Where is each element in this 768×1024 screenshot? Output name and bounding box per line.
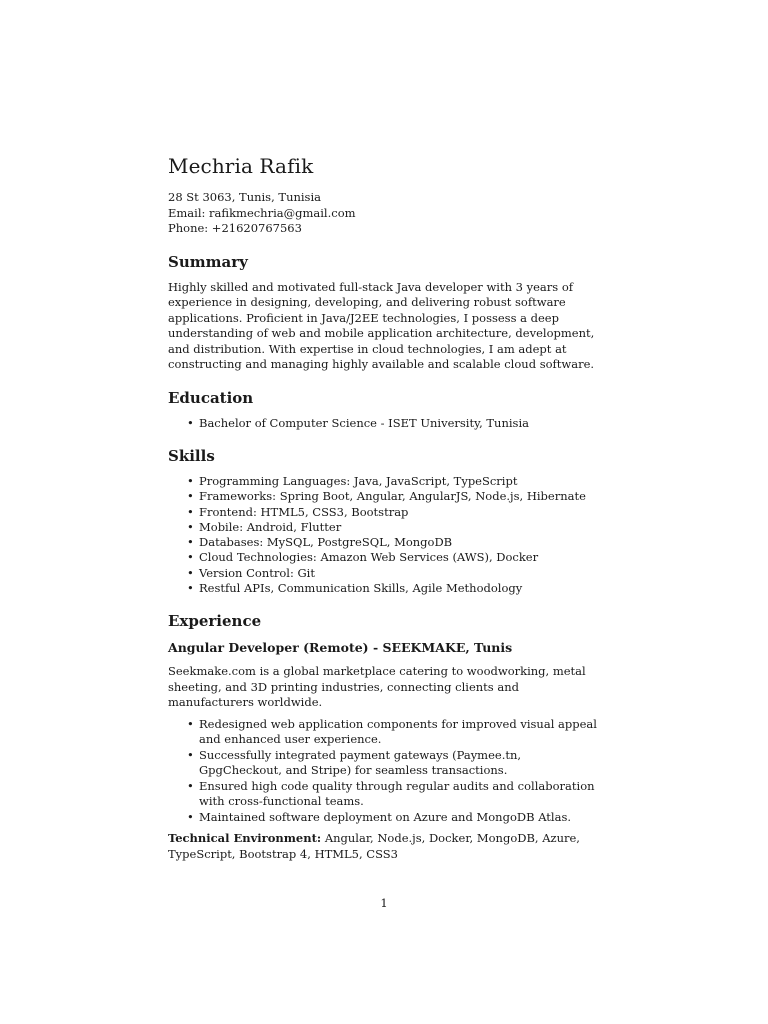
skills-heading: Skills	[168, 447, 215, 465]
experience-item	[168, 748, 602, 779]
skill-item-text: Version Control: Git	[199, 565, 315, 580]
bullet-icon: •	[187, 581, 194, 596]
experience-item	[168, 810, 602, 826]
page-number: 1	[380, 896, 388, 910]
skill-item	[168, 535, 602, 550]
skill-item	[168, 505, 602, 520]
experience-item-text: Successfully integrated payment gateways (Paymee.tn, GpgCheckout, and Stripe) for seamless transactions.	[199, 747, 522, 778]
skill-item	[168, 566, 602, 581]
resume-page	[168, 152, 602, 874]
skill-item-text: Restful APIs, Communication Skills, Agile Methodology	[199, 581, 523, 596]
experience-item-text: Maintained software deployment on Azure and MongoDB Atlas.	[199, 809, 572, 824]
education-list	[168, 416, 602, 432]
bullet-icon: •	[187, 809, 194, 824]
job-title: Angular Developer (Remote) - SEEKMAKE, Tunis	[168, 640, 513, 656]
bullet-icon: •	[187, 716, 194, 731]
bullet-icon: •	[187, 535, 194, 550]
skill-item-text: Frontend: HTML5, CSS3, Bootstrap	[199, 504, 409, 519]
technical-environment-value: Angular, Node.js, Docker, MongoDB, Azure, TypeScript, Bootstrap 4, HTML5, CSS3	[168, 831, 580, 861]
skill-item	[168, 581, 602, 596]
bullet-icon: •	[187, 550, 194, 565]
experience-item-text: Redesigned web application components for improved visual appeal and enhanced user experience.	[199, 716, 597, 747]
summary-text: Highly skilled and motivated full-stack Java developer with 3 years of experience in designing, developing, and delivering robust software applications. Proficient in Java/J2EE technologies, I possess a deep understanding of web and mobile application architecture, development, and distribution. With expertise in cloud technologies, I am adept at constructing and managing highly available and scalable cloud software.	[168, 279, 595, 371]
email: Email: rafikmechria@gmail.com	[168, 205, 356, 220]
bullet-icon: •	[187, 415, 194, 430]
candidate-name: Mechria Rafik	[168, 154, 314, 178]
education-item-text: Bachelor of Computer Science - ISET University, Tunisia	[199, 415, 529, 430]
bullet-icon: •	[187, 474, 194, 488]
experience-item	[168, 779, 602, 810]
bullet-icon: •	[187, 778, 194, 793]
bullet-icon: •	[187, 519, 194, 534]
bullet-icon: •	[187, 747, 194, 762]
experience-item-text: Ensured high code quality through regular audits and collaboration with cross-functional teams.	[199, 778, 595, 809]
skill-item-text: Programming Languages: Java, JavaScript, TypeScript	[199, 474, 518, 488]
technical-environment-label: Technical Environment:	[168, 831, 322, 846]
bullet-icon: •	[187, 489, 194, 504]
skill-item-text: Cloud Technologies: Amazon Web Services (AWS), Docker	[199, 550, 539, 565]
bullet-icon: •	[187, 565, 194, 580]
experience-item	[168, 717, 602, 748]
skill-item-text: Databases: MySQL, PostgreSQL, MongoDB	[199, 535, 453, 550]
address: 28 St 3063, Tunis, Tunisia	[168, 190, 321, 204]
skills-list	[168, 474, 602, 596]
skill-item	[168, 489, 602, 504]
skill-item-text: Mobile: Android, Flutter	[199, 519, 342, 534]
education-heading: Education	[168, 388, 254, 407]
phone: Phone: +21620767563	[168, 221, 302, 235]
summary-heading: Summary	[168, 252, 248, 271]
job-description: Seekmake.com is a global marketplace catering to woodworking, metal sheeting, and 3D printing industries, connecting clients and manufacturers worldwide.	[168, 664, 586, 710]
experience-heading: Experience	[168, 612, 262, 631]
bullet-icon: •	[187, 504, 194, 519]
education-item	[168, 416, 602, 432]
experience-list	[168, 717, 602, 826]
skill-item	[168, 474, 602, 489]
skill-item	[168, 520, 602, 535]
technical-environment	[168, 831, 602, 862]
skill-item-text: Frameworks: Spring Boot, Angular, AngularJS, Node.js, Hibernate	[199, 489, 586, 504]
skill-item	[168, 550, 602, 565]
